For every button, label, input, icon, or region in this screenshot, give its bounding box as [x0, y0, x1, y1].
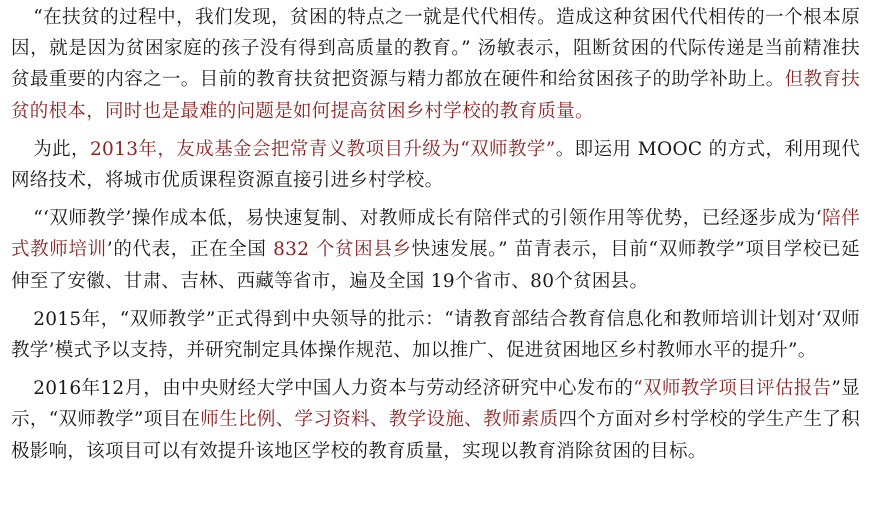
- highlighted-text: 陪伴式教师培训: [11, 208, 860, 261]
- text-segment: “在扶贫的过程中，我们发现，贫困的特点之一就是代代相传。造成这种贫困代代相传的一个根本原因，就是因为贫困家庭的孩子没有得到高质量的教育。” 汤敏表示，阻断贫困的代际传递是当前精准扶贫最重要的内容之一。目前的教育扶贫把资源与精力都放在硬件和给贫困孩子的助学补助上。: [11, 7, 860, 91]
- text-segment: ’的代表，正在全国: [106, 239, 274, 261]
- text-segment: 。即运用 MOOC 的方式，利用现代网络技术，将城市优质课程资源直接引进乡村学校。: [11, 138, 860, 192]
- paragraph-3: [11, 203, 860, 297]
- text-segment: 四个方面对乡村学校的学生产生了积极影响，该项目可以有效提升该地区学校的教育质量，实现以教育消除贫困的目标。: [11, 409, 861, 462]
- text-segment: ”显示，“双师教学”项目在: [11, 378, 861, 431]
- highlighted-text: 832 个贫困县乡: [273, 239, 412, 261]
- text-segment: 2015年，“双师教学”正式得到中央领导的批示：“请教育部结合教育信息化和教师培训计划对‘双师教学’模式予以支持，并研究制定具体操作规范、加以推广、促进贫困地区乡村教师水平的提升”。: [11, 308, 860, 362]
- highlighted-text: “双师教学项目评估报告: [633, 378, 832, 400]
- highlighted-text: 2013年，友成基金会把常青义教项目升级为“双师教学”: [89, 138, 556, 160]
- paragraph-1: [11, 2, 860, 127]
- paragraph-5: [11, 373, 860, 467]
- text-segment: 快速发展。” 苗青表示，目前“双师教学”项目学校已延伸至了安徽、甘肃、吉林、西藏等省市，遍及全国 19个省市、80个贫困县。: [11, 239, 860, 292]
- text-segment: 为此，: [33, 138, 90, 160]
- highlighted-text: 师生比例、学习资料、教学设施、教师素质: [200, 409, 559, 431]
- text-segment: 2016年12月，由中央财经大学中国人力资本与劳动经济研究中心发布的: [33, 378, 634, 400]
- paragraph-2: [11, 134, 860, 196]
- text-segment: “‘双师教学’操作成本低，易快速复制、对教师成长有陪伴式的引领作用等优势，已经逐步成为‘: [33, 208, 822, 230]
- paragraph-4: [11, 304, 860, 366]
- highlighted-text: 但教育扶贫的根本，同时也是最难的问题是如何提高贫困乡村学校的教育质量。: [11, 69, 860, 122]
